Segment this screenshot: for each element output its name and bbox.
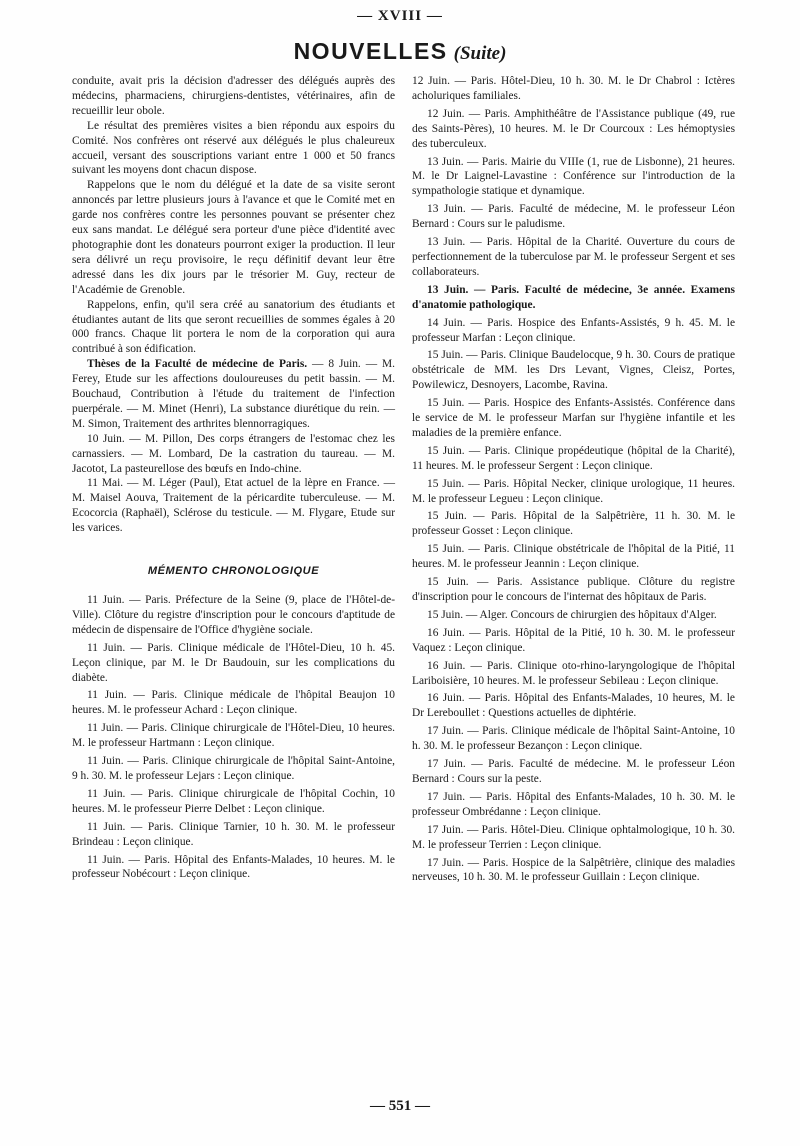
theses-text: — 8 Juin. — M. Ferey, Etude sur les affections douloureuses du petit bassin. — M. Bouchaud, Contribution à l'étude du traitement de l'infection puerpérale. — M. Minet (Henri), La substance diurétique du rein. — M. Simon, Traitement des arthrites blennorragiques. (72, 358, 395, 430)
paragraph: Rappelons, enfin, qu'il sera créé au sanatorium des étudiants et étudiantes autant de lits que seront recueillies de sommes égales à 20 000 francs. Chaque lit portera le nom de la corporation qui aura contribué à son édification. (72, 298, 395, 356)
memento-entry: 17 Juin. — Paris. Clinique médicale de l'hôpital Saint-Antoine, 10 h. 30. M. le professeur Bezançon : Leçon clinique. (412, 725, 735, 753)
memento-entry: 15 Juin. — Paris. Clinique Baudelocque, 9 h. 30. Cours de pratique obstétricale de MM. les Drs Levant, Vignes, Cleisz, Portes, Powilewicz, Desnoyers, Lacombe, Ravina. (412, 349, 735, 392)
memento-entry: 12 Juin. — Paris. Hôtel-Dieu, 10 h. 30. M. le Dr Chabrol : Ictères acholuriques familiales. (412, 75, 735, 102)
memento-entry: 16 Juin. — Paris. Clinique oto-rhino-laryngologique de l'hôpital Lariboisière, 10 heures. M. le professeur Sebileau : Leçon clinique. (412, 659, 735, 687)
theses-paragraph (72, 357, 395, 432)
memento-entry: 11 Juin. — Paris. Clinique médicale de l'hôpital Beaujon 10 heures. M. le professeur Achard : Leçon clinique. (72, 689, 395, 717)
memento-entry: 11 Juin. — Paris. Hôpital des Enfants-Malades, 10 heures. M. le professeur Nobécourt : Leçon clinique. (72, 853, 395, 881)
paragraph: Rappelons que le nom du délégué et la date de sa visite seront annoncés par lettre plusieurs jours à l'avance et que le Comité met en garde nos confrères contre les personnes pouvant se présenter chez eux sans mandat. Le délégué sera porteur d'une pièce d'identité avec photographie dont les donateurs pourront exiger la production. Il leur sera délivré un reçu provisoire, le reçu définitif devant leur être adressé dans les dix jours par le trésorier M. Guy, recteur de l'Académie de Grenoble. (72, 179, 395, 296)
memento-entry: 15 Juin. — Paris. Hôpital de la Salpêtrière, 11 h. 30. M. le professeur Gosset : Leçon clinique. (412, 510, 735, 538)
page-number: — 551 — (370, 1098, 430, 1114)
memento-entry: 17 Juin. — Paris. Hospice de la Salpêtrière, clinique des maladies nerveuses, 10 h. 30. M. le professeur Guillain : Leçon clinique. (412, 856, 735, 884)
memento-entry: 16 Juin. — Paris. Hôpital de la Pitié, 10 h. 30. M. le professeur Vaquez : Leçon clinique. (412, 626, 735, 654)
memento-title: MÉMENTO CHRONOLOGIQUE (147, 565, 320, 578)
memento-entry: 12 Juin. — Paris. Amphithéâtre de l'Assistance publique (49, rue des Saints-Pères), 10 heures. M. le Dr Courcoux : Les hémoptysies des tuberculeux. (412, 107, 735, 150)
paragraph: Le résultat des premières visites a bien répondu aux espoirs du Comité. Nos confrères ont réservé aux délégués le plus chaleureux accueil, versant des souscriptions variant entre 1 000 et 50 francs suivant les moyens dont chacun dispose. (72, 119, 395, 177)
memento-entry: 11 Juin. — Paris. Clinique chirurgicale de l'Hôtel-Dieu, 10 heures. M. le professeur Hartmann : Leçon clinique. (72, 722, 395, 750)
memento-entry: 11 Juin. — Paris. Préfecture de la Seine (9, place de l'Hôtel-de-Ville). Clôture du registre d'inscription pour le concours d'aptitude de médecin de dispensaire de l'Office d'hygiène sociale. (72, 594, 395, 636)
memento-entry: 11 Juin. — Paris. Clinique médicale de l'Hôtel-Dieu, 10 h. 45. Leçon clinique, par M. le Dr Baudouin, sur les complications du diabète. (72, 641, 395, 684)
theses-paragraph: 11 Mai. — M. Léger (Paul), Etat actuel de la lèpre en France. — M. Maisel Aouva, Traitement de la péricardite tuberculeuse. — M. Ecocorcia (Raphaël), Sclérose du testicule. — M. Flygare, Etude sur les varices. (72, 477, 395, 535)
header-suite: (Suite) (453, 43, 507, 64)
paragraph: conduite, avait pris la décision d'adresser des délégués auprès des médecins, pharmaciens, chirurgiens-dentistes, vétérinaires, afin de recueillir leur obole. (72, 75, 395, 117)
memento-entry: 11 Juin. — Paris. Clinique chirurgicale de l'hôpital Saint-Antoine, 9 h. 30. M. le professeur Lejars : Leçon clinique. (72, 755, 395, 782)
memento-entry: 16 Juin. — Paris. Hôpital des Enfants-Malades, 10 heures, M. le Dr Lereboullet : Questions actuelles de diphtérie. (412, 692, 735, 720)
memento-entry: 15 Juin. — Paris. Clinique propédeutique (hôpital de la Charité), 11 heures. M. le professeur Sergent : Leçon clinique. (412, 444, 735, 472)
memento-entry: 15 Juin. — Paris. Clinique obstétricale de l'hôpital de la Pitié, 11 heures. M. le professeur Jeannin : Leçon clinique. (412, 543, 735, 571)
memento-entry: 14 Juin. — Paris. Hospice des Enfants-Assistés, 9 h. 45. M. le professeur Marfan : Leçon clinique. (412, 316, 735, 344)
memento-entry: 11 Juin. — Paris. Clinique chirurgicale de l'hôpital Cochin, 10 heures. M. le professeur Pierre Delbet : Leçon clinique. (72, 787, 395, 815)
memento-entry: 11 Juin. — Paris. Clinique Tarnier, 10 h. 30. M. le professeur Brindeau : Leçon clinique. (72, 820, 395, 848)
memento-entry: 17 Juin. — Paris. Hôpital des Enfants-Malades, 10 h. 30. M. le professeur Ombrédanne : Leçon clinique. (412, 790, 735, 818)
memento-entry: 13 Juin. — Paris. Mairie du VIIIe (1, rue de Lisbonne), 21 heures. M. le Dr Laignel-Lavastine : Conférence sur l'introduction de la sympathologie statique et dynamique. (412, 155, 735, 198)
memento-entry: 15 Juin. — Paris. Hospice des Enfants-Assistés. Conférence dans le service de M. le professeur Marfan sur l'hygiène infantile et les maladies de la première enfance. (412, 397, 735, 439)
memento-entry: 17 Juin. — Paris. Hôtel-Dieu. Clinique ophtalmologique, 10 h. 30. M. le professeur Terrien : Leçon clinique. (412, 823, 735, 851)
theses-heading: Thèses de la Faculté de médecine de Paris. (87, 358, 308, 371)
memento-entry: 15 Juin. — Alger. Concours de chirurgien des hôpitaux d'Alger. (427, 608, 717, 621)
roman-folio: — XVIII — (357, 8, 443, 24)
header-title: NOUVELLES (293, 38, 448, 64)
memento-entry: 17 Juin. — Paris. Faculté de médecine. M. le professeur Léon Bernard : Cours sur la peste. (412, 758, 735, 785)
memento-entry: 15 Juin. — Paris. Hôpital Necker, clinique urologique, 11 heures. M. le professeur Legueu : Leçon clinique. (412, 477, 735, 505)
theses-paragraph: 10 Juin. — M. Pillon, Des corps étrangers de l'estomac chez les carnassiers. — M. Lombard, De la castration du taureau. — M. Jacotot, La pasteurellose des bœufs en Indo-chine. (72, 432, 395, 475)
memento-entry: 13 Juin. — Paris. Faculté de médecine, 3e année. Examens d'anatomie pathologique. (412, 283, 735, 311)
section-header (0, 38, 800, 65)
memento-entry: 15 Juin. — Paris. Assistance publique. Clôture du registre d'inscription pour le concours de l'internat des hôpitaux de Paris. (412, 576, 735, 603)
memento-entry: 13 Juin. — Paris. Hôpital de la Charité. Ouverture du cours de perfectionnement de la tuberculose par M. le professeur Sergent et ses collaborateurs. (412, 236, 735, 278)
left-column (72, 74, 395, 882)
right-column (412, 74, 735, 885)
memento-entry: 13 Juin. — Paris. Faculté de médecine, M. le professeur Léon Bernard : Cours sur le paludisme. (412, 203, 735, 231)
